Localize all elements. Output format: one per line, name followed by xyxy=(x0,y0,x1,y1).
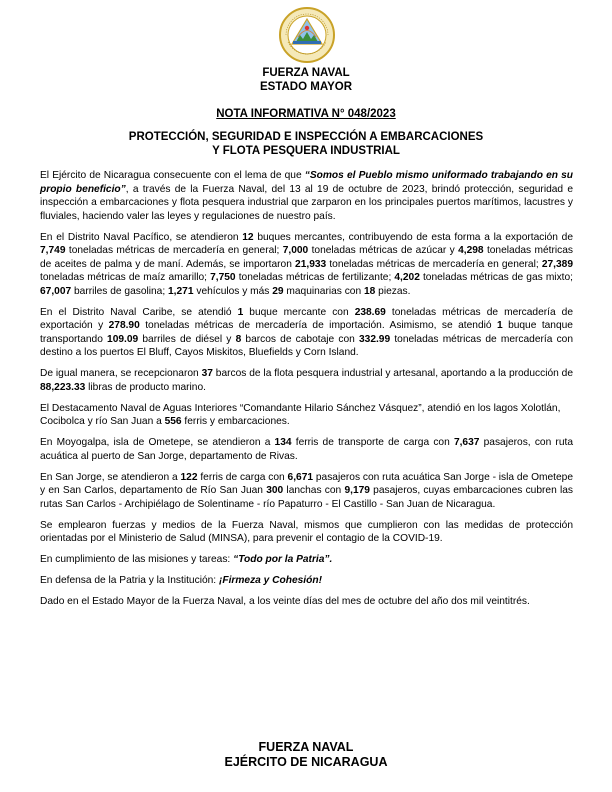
motto-quote: “Somos el Pueblo mismo uniformado trabajando en su propio beneficio” xyxy=(40,170,573,195)
signature-ejercito: EJÉRCITO DE NICARAGUA xyxy=(224,755,388,769)
paragraph-aguas-interiores: El Destacamento Naval de Aguas Interiores “Comandante Hilario Sánchez Vásquez”, atendió en los lagos Xolotlán, Cocibolca y río San Juan a 556 ferris y embarcaciones. xyxy=(40,402,561,427)
document-title-line1: PROTECCIÓN, SEGURIDAD E INSPECCIÓN A EMBARCACIONES xyxy=(128,131,484,143)
document-title-line2: Y FLOTA PESQUERA INDUSTRIAL xyxy=(212,145,400,157)
document-body xyxy=(40,169,573,616)
header-fuerza-naval: FUERZA NAVAL xyxy=(262,67,350,79)
paragraph-dado-en: Dado en el Estado Mayor de la Fuerza Naval, a los veinte días del mes de octubre del año dos mil veintitrés. xyxy=(40,596,530,607)
nota-informativa-title: NOTA INFORMATIVA N° 048/2023 xyxy=(216,108,396,120)
paragraph-intro: El Ejército de Nicaragua consecuente con el lema de que “Somos el Pueblo mismo uniformado trabajando en su propio beneficio”, a través de la Fuerza Naval, del 13 al 19 de octubre de 2023, brindó protección, seguridad e inspección a embarcaciones y flota pesquera industrial que zarparon en los principales puertos marítimos, lacustres y fluviales, haciendo valer las leyes y regulaciones de nuestro país. xyxy=(40,170,573,222)
paragraph-defensa: En defensa de la Patria y la Institución: ¡Firmeza y Cohesión! xyxy=(40,575,322,586)
paragraph-san-jorge: En San Jorge, se atendieron a 122 ferris de carga con 6,671 pasajeros con ruta acuática San Jorge - isla de Ometepe y en San Carlos, departamento de Río San Juan 300 lanchas con 9,179 pasajeros, cuyas embarcaciones cubren las rutas San Carlos - Archipiélago de Solentiname - río Papaturro - El Castillo - San Juan de Nicaragua. xyxy=(40,471,573,510)
paragraph-distrito-pacifico: En el Distrito Naval Pacífico, se atendieron 12 buques mercantes, contribuyendo de esta forma a la exportación de 7,749 toneladas métricas de mercadería en general; 7,000 toneladas métricas de azúcar y 4,298 toneladas métricas de aceites de palma y de maní. Además, se importaron 21,933 toneladas métricas de mercadería en general; 27,389 toneladas métricas de maíz amarillo; 7,750 toneladas métricas de fertilizante; 4,202 toneladas métricas de gas mixto; 67,007 barriles de gasolina; 1,271 vehículos y más 29 maquinarias con 18 piezas. xyxy=(40,231,574,297)
header-estado-mayor: ESTADO MAYOR xyxy=(259,81,352,93)
signature-fuerza-naval: FUERZA NAVAL xyxy=(258,740,354,754)
paragraph-misiones: En cumplimiento de las misiones y tareas: “Todo por la Patria”. xyxy=(40,554,333,565)
paragraph-flota-pesquera: De igual manera, se recepcionaron 37 barcos de la flota pesquera industrial y artesanal, aportando a la producción de 88,223.33 libras de producto marino. xyxy=(40,368,573,393)
paragraph-moyogalpa: En Moyogalpa, isla de Ometepe, se atendieron a 134 ferris de transporte de carga con 7,637 pasajeros, con ruta acuática al puerto de San Jorge, departamento de Rivas. xyxy=(40,437,573,462)
paragraph-distrito-caribe: En el Distrito Naval Caribe, se atendió 1 buque mercante con 238.69 toneladas métricas de mercadería de exportación y 278.90 toneladas métricas de mercadería de importación. Asimismo, se atendió 1 buque tanque transportando 109.09 barriles de diésel y 8 barcos de cabotaje con 332.99 toneladas métricas de mercadería con destino a los puertos El Bluff, Cayos Miskitos, Bluefields y Corn Island. xyxy=(40,306,574,358)
paragraph-medidas-minsa: Se emplearon fuerzas y medios de la Fuerza Naval, mismos que cumplieron con las medidas de protección orientadas por el Ministerio de Salud (MINSA), para prevenir el contagio de la COVID-19. xyxy=(40,519,573,544)
nicaragua-coat-of-arms-icon xyxy=(278,6,336,64)
